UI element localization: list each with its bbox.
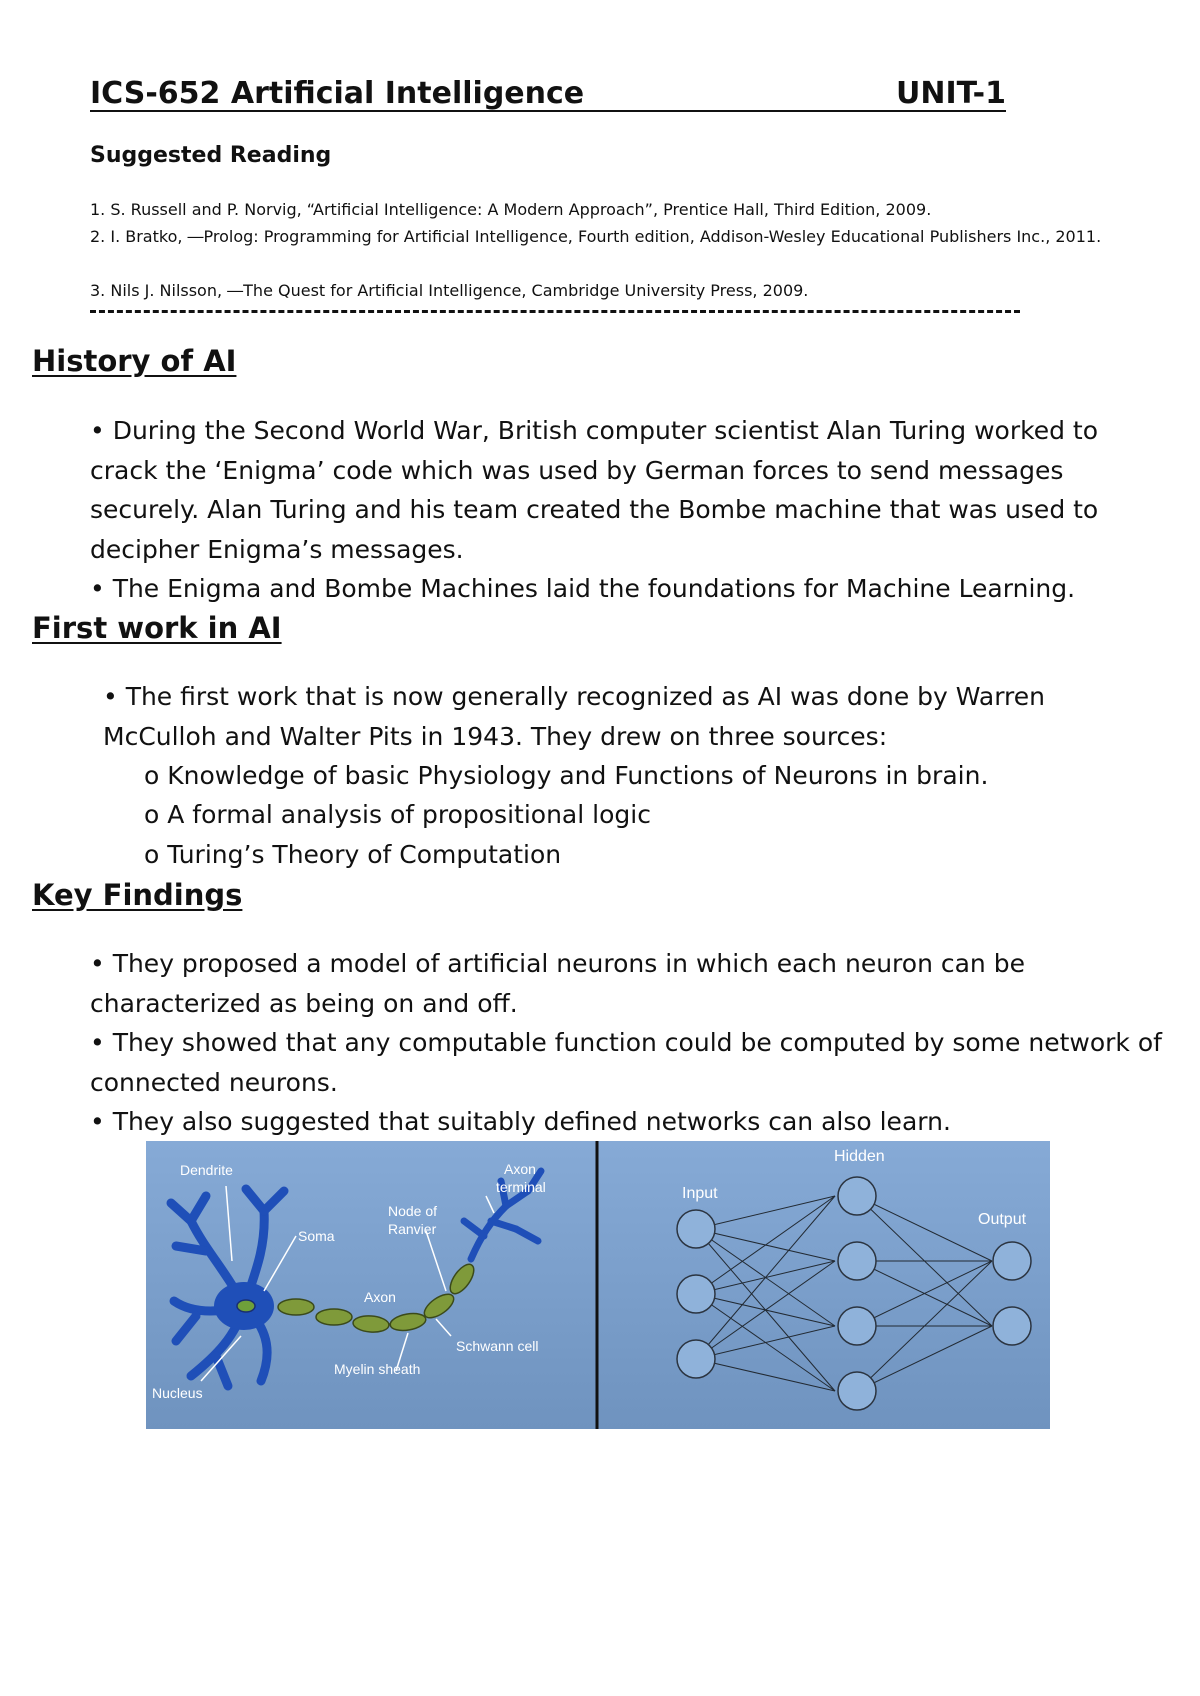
- unit-label: UNIT-1: [895, 76, 1006, 111]
- label-hidden: Hidden: [834, 1148, 885, 1165]
- label-terminal-line2: terminal: [496, 1179, 546, 1195]
- hidden-node: [838, 1242, 876, 1280]
- label-dendrite: Dendrite: [180, 1162, 233, 1178]
- first-work-heading: First work in AI: [32, 611, 282, 645]
- history-paragraph-1: • During the Second World War, British computer scientist Alan Turing worked to crack the ‘Enigma’ code which was used by German forces to send messages securely. Alan Turing and his team created the Bombe machine that was used to decipher Enigma’s messages.: [90, 416, 1099, 564]
- reference-1: 1. S. Russell and P. Norvig, “Artificial Intelligence: A Modern Approach”, Prentice Hall, Third Edition, 2009.: [90, 200, 932, 219]
- finding-1: • They proposed a model of artificial neurons in which each neuron can be characterized as being on and off.: [90, 949, 1025, 1018]
- label-myelin-sheath: Myelin sheath: [334, 1361, 421, 1377]
- label-schwann-cell: Schwann cell: [456, 1338, 539, 1354]
- first-work-paragraph: • The first work that is now generally recognized as AI was done by Warren McCulloh and Walter Pits in 1943. They drew on three sources:: [103, 682, 1046, 751]
- finding-3: • They also suggested that suitably defined networks can also learn.: [90, 1107, 951, 1136]
- label-terminal-line1: Axon: [504, 1161, 536, 1177]
- label-input: Input: [682, 1185, 718, 1202]
- output-node: [993, 1307, 1031, 1345]
- hidden-node: [838, 1177, 876, 1215]
- label-nucleus: Nucleus: [152, 1385, 203, 1401]
- history-heading: History of AI: [32, 344, 237, 378]
- source-item-3: o Turing’s Theory of Computation: [144, 840, 562, 869]
- source-item-2: o A formal analysis of propositional logic: [144, 800, 651, 829]
- title-row: [90, 76, 1006, 112]
- finding-2: • They showed that any computable function could be computed by some network of connected neurons.: [90, 1028, 1162, 1097]
- label-output: Output: [978, 1211, 1027, 1228]
- neuron-network-figure: [146, 1141, 1050, 1429]
- key-findings-heading: Key Findings: [32, 878, 243, 912]
- suggested-reading-heading: Suggested Reading: [90, 143, 332, 168]
- label-node-line1: Node of: [388, 1203, 438, 1219]
- document-title: ICS-652 Artificial Intelligence: [90, 76, 585, 111]
- nucleus-shape: [237, 1300, 255, 1312]
- hidden-node: [838, 1307, 876, 1345]
- source-item-1: o Knowledge of basic Physiology and Functions of Neurons in brain.: [144, 761, 989, 790]
- hidden-node: [838, 1372, 876, 1410]
- divider: [90, 310, 1020, 313]
- reference-2: 2. I. Bratko, ―Prolog: Programming for Artificial Intelligence, Fourth edition, Addison-Wesley Educational Publishers Inc., 2011.: [90, 227, 1102, 246]
- reference-3: 3. Nils J. Nilsson, ―The Quest for Artificial Intelligence, Cambridge University Press, 2009.: [90, 281, 809, 300]
- history-paragraph-2: • The Enigma and Bombe Machines laid the foundations for Machine Learning.: [90, 574, 1076, 603]
- output-node: [993, 1242, 1031, 1280]
- input-node: [677, 1340, 715, 1378]
- input-node: [677, 1210, 715, 1248]
- label-axon: Axon: [364, 1289, 396, 1305]
- input-node: [677, 1275, 715, 1313]
- label-soma: Soma: [298, 1228, 335, 1244]
- label-node-line2: Ranvier: [388, 1221, 437, 1237]
- figure-svg: [146, 1141, 1050, 1429]
